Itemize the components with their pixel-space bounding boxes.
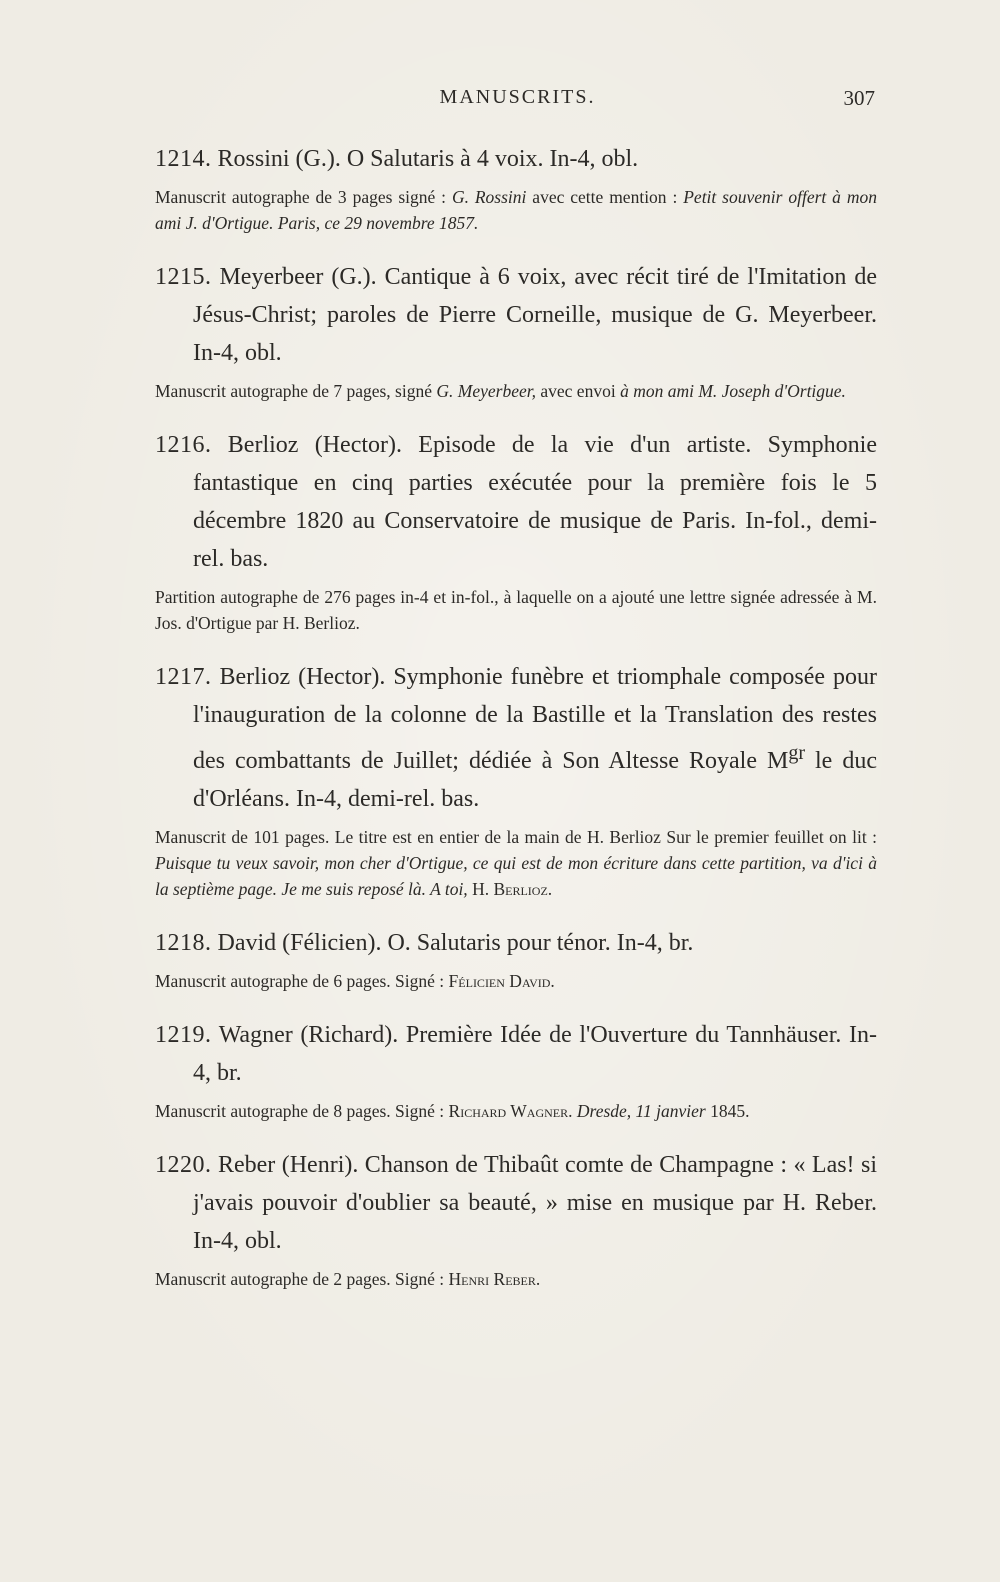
entry-heading [155,258,877,372]
entry-description [155,584,877,636]
entry-number: 1214. [155,146,212,172]
entry-note-signature: Berlioz. [493,879,553,899]
catalogue-entry [155,426,877,636]
entry-note-signature: Félicien David. [448,971,555,991]
entry-note-signature: Henri Reber. [448,1269,541,1289]
catalogue-entry [155,258,877,404]
entry-note-signature: Richard Wagner. [448,1101,573,1121]
catalogue-entry [155,924,877,994]
entry-note-text: H. [467,879,494,899]
entry-title: Berlioz (Hector). Episode de la vie d'un artiste. Symphonie fantastique en cinq parties exécutée pour la première fois le 5 décembre 1820 au Conservatoire de musique de Paris. In-fol., demi-rel. bas. [193,432,877,572]
catalogue-entries [155,140,877,1314]
catalogue-entry [155,1146,877,1292]
entry-description [155,1098,877,1124]
entry-number: 1215. [155,264,212,290]
entry-title: Rossini (G.). O Salutaris à 4 voix. In-4, obl. [217,146,639,172]
entry-note-text: avec cette mention : [526,187,684,207]
entry-note-text: Manuscrit autographe de 8 pages. Signé : [155,1101,449,1121]
entry-note-text: Manuscrit autographe de 6 pages. Signé : [155,971,449,991]
entry-number: 1216. [155,432,212,458]
entry-title-superscript: gr [788,742,805,764]
entry-description [155,184,877,236]
catalogue-entry [155,1016,877,1124]
entry-description [155,378,877,404]
entry-note-text: Manuscrit autographe de 2 pages. Signé : [155,1269,449,1289]
entry-note-signature: G. Rossini [451,187,527,207]
entry-number: 1217. [155,664,212,690]
entry-note-text: Manuscrit de 101 pages. Le titre est en entier de la main de H. Berlioz Sur le premier feuillet on lit : [155,827,877,847]
entry-title: Berlioz (Hector). Symphonie funèbre et triomphale composée pour l'inauguration de la colonne de la Bastille et la Translation des restes des combattants de Juillet; dédiée à Son Altesse Royale M [193,664,878,774]
entry-description [155,968,877,994]
entry-number: 1219. [155,1022,212,1048]
entry-title: le duc d'Orléans. In-4, demi-rel. bas. [193,748,877,812]
entry-title: Wagner (Richard). Première Idée de l'Ouverture du Tannhäuser. In-4, br. [193,1022,877,1086]
entry-title: Meyerbeer (G.). Cantique à 6 voix, avec récit tiré de l'Imitation de Jésus-Christ; paroles de Pierre Corneille, musique de G. Meyerbeer. In-4, obl. [193,264,877,366]
entry-note-text: Manuscrit autographe de 3 pages signé : [155,187,452,207]
entry-heading [155,1016,877,1092]
entry-note-place-date: Dresde, 11 janvier [576,1101,706,1121]
entry-description [155,1266,877,1292]
entry-heading [155,426,877,578]
entry-description [155,824,877,902]
catalogue-entry [155,140,877,236]
entry-note-text: Manuscrit autographe de 7 pages, signé [155,381,437,401]
entry-heading [155,658,877,818]
entry-heading [155,140,877,178]
entry-note-year: 1845. [705,1101,750,1121]
entry-note-text: Partition autographe de 276 pages in-4 et in-fol., à laquelle on a ajouté une lettre signée adressée à M. Jos. d'Ortigue par H. Berlioz. [155,587,877,633]
entry-heading [155,924,877,962]
entry-number: 1220. [155,1152,212,1178]
entry-heading [155,1146,877,1260]
entry-number: 1218. [155,930,212,956]
entry-title: Reber (Henri). Chanson de Thibaût comte de Champagne : « Las! si j'avais pouvoir d'oublier sa beauté, » mise en musique par H. Reber. In-4, obl. [193,1152,878,1254]
entry-note-text: avec envoi [536,381,621,401]
running-title: MANUSCRITS. [439,86,596,108]
entry-note-quote: à mon ami M. Joseph d'Ortigue. [620,381,846,401]
entry-note-signature: G. Meyerbeer, [436,381,536,401]
page-number: 307 [843,86,875,110]
entry-title: David (Félicien). O. Salutaris pour ténor. In-4, br. [217,930,694,956]
entry-note-quote: Petit souvenir offert à mon ami J. d'Ortigue. Paris, ce 29 novembre 1857. [155,187,877,233]
catalogue-entry [155,658,877,902]
page-header [160,86,875,116]
entry-note-quote: Puisque tu veux savoir, mon cher d'Ortigue, ce qui est de mon écriture dans cette partition, va d'ici à la septième page. Je me suis reposé là. A toi, [155,853,877,899]
